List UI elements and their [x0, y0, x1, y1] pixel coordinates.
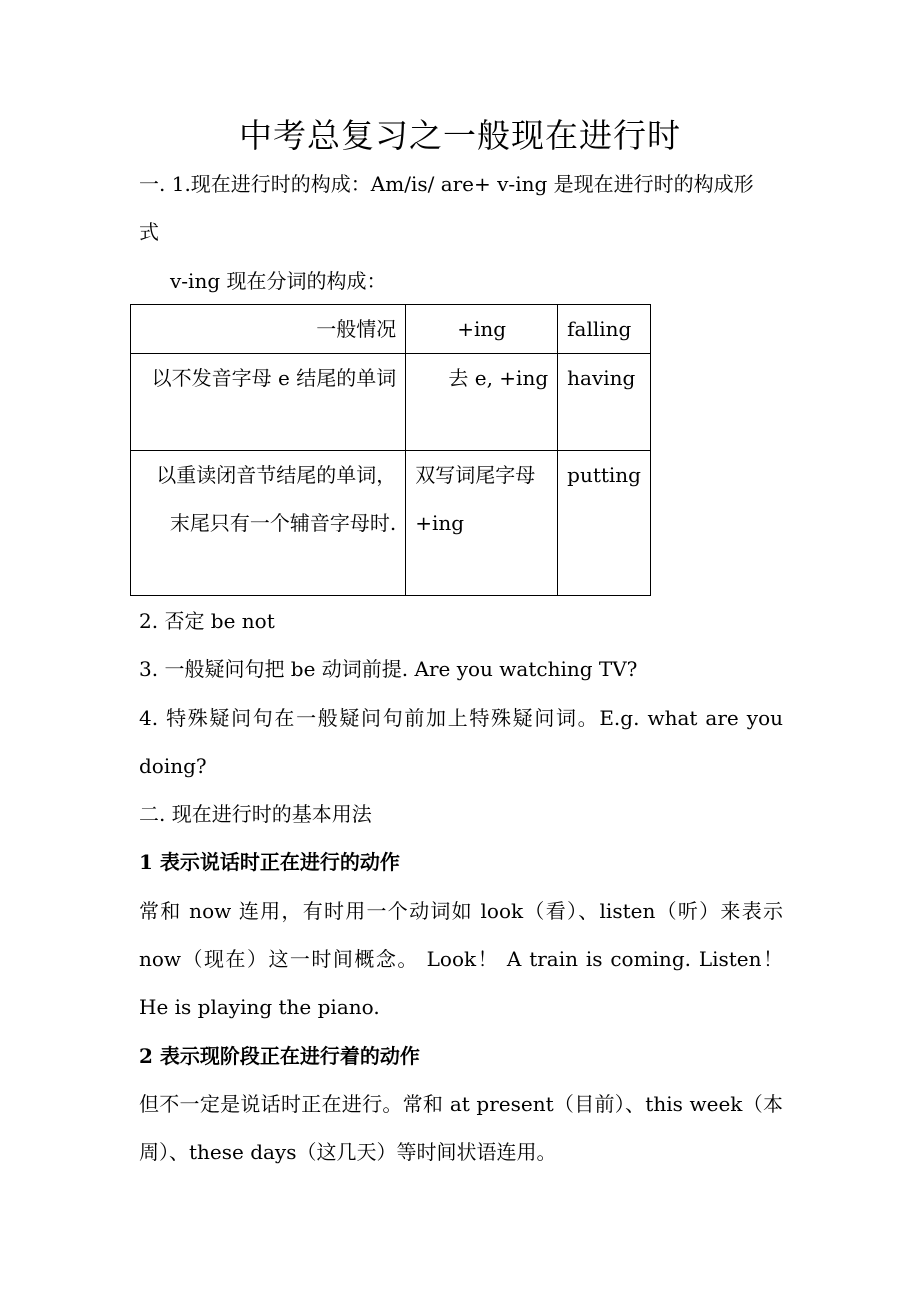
ving-formation-table	[130, 304, 651, 596]
wh-question-item: 4. 特殊疑问句在一般疑问句前加上特殊疑问词。E.g. what are you doing?	[139, 706, 783, 778]
table-cell-example: having	[558, 354, 651, 451]
table-cell-example: falling	[558, 305, 651, 354]
negation-item: 2. 否定 be not	[139, 609, 275, 633]
table-cell-rule: 去 e, +ing	[406, 354, 558, 451]
table-row	[131, 354, 651, 451]
usage1-heading: 1 表示说话时正在进行的动作	[139, 850, 400, 874]
table-cell-condition: 以不发音字母 e 结尾的单词	[131, 354, 406, 451]
section2-heading: 二. 现在进行时的基本用法	[139, 802, 372, 826]
usage2-text: 但不一定是说话时正在进行。常和 at present（目前）、this week（本周）、these days（这几天）等时间状语连用。	[139, 1092, 783, 1164]
table-cell-condition: 以重读闭音节结尾的单词，末尾只有一个辅音字母时.	[131, 451, 406, 596]
structure-line: 一. 1.现在进行时的构成：Am/is/ are+ v-ing 是现在进行时的构成形	[139, 172, 754, 196]
table-cell-example: putting	[558, 451, 651, 596]
table-cell-condition: 一般情况	[131, 305, 406, 354]
ving-intro: v-ing 现在分词的构成：	[170, 269, 387, 293]
usage2-heading: 2 表示现阶段正在进行着的动作	[139, 1044, 420, 1068]
usage1-text: 常和 now 连用，有时用一个动词如 look（看）、listen（听）来表示 now（现在）这一时间概念。 Look！ A train is coming. Listen！ He is playing the piano.	[139, 899, 783, 1019]
table-row	[131, 305, 651, 354]
yes-no-question-item: 3. 一般疑问句把 be 动词前提. Are you watching TV?	[139, 657, 638, 681]
document-title: 中考总复习之一般现在进行时	[239, 116, 681, 155]
table-cell-rule: +ing	[406, 305, 558, 354]
table-row	[131, 451, 651, 596]
structure-line-cont: 式	[139, 220, 159, 244]
table-cell-rule: 双写词尾字母+ing	[406, 451, 558, 596]
